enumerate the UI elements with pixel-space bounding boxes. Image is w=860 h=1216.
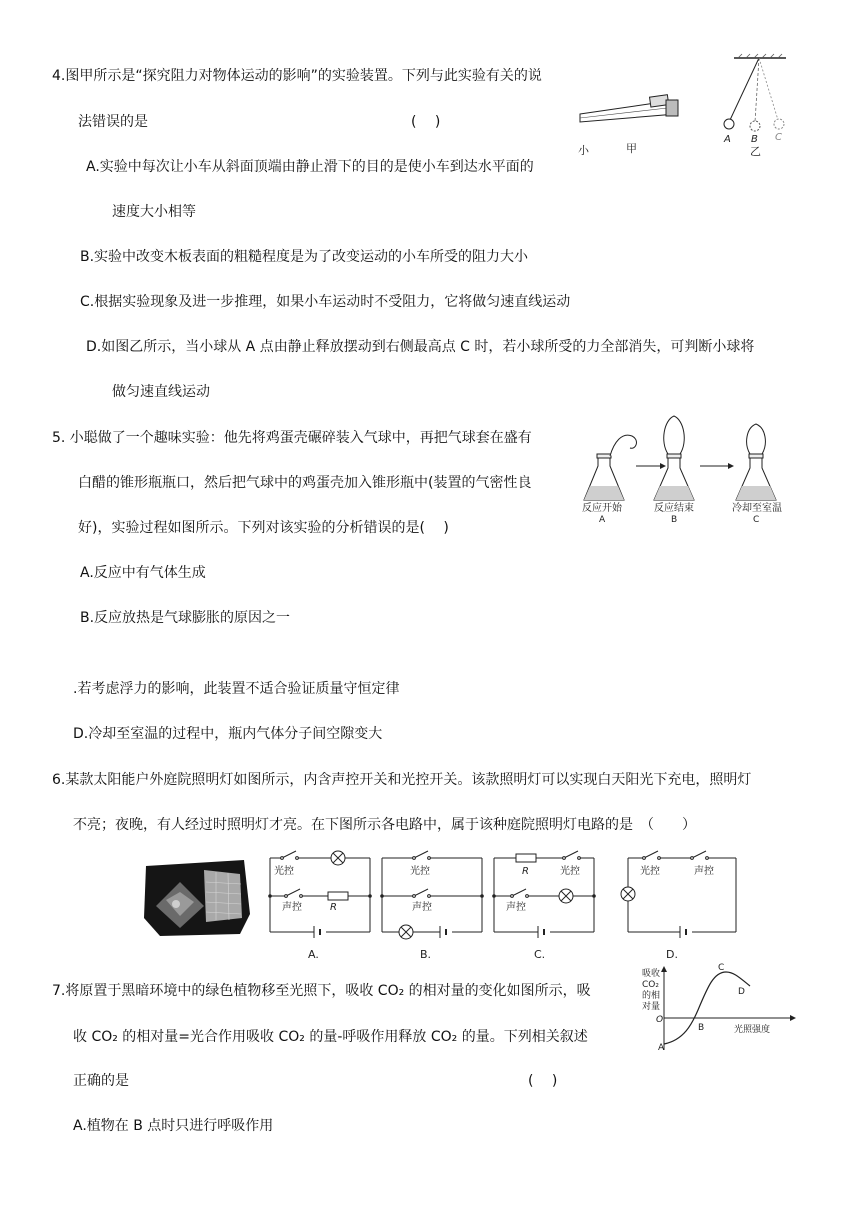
circuit-b <box>378 846 490 964</box>
graph-ylabel-2: CO₂ <box>642 980 659 990</box>
circuit-c-label: C. <box>534 948 546 961</box>
q5-stem-line1: 5. 小聪做了一个趣味实验：他先将鸡蛋壳碾碎装入气球中，再把气球套在盛有 <box>52 430 532 446</box>
q5-fig-b-letter: B <box>671 515 678 525</box>
circuit-b-light-switch: 光控 <box>410 866 430 877</box>
q5-fig-a-letter: A <box>599 515 606 525</box>
q5-fig-c-caption: 冷却至室温 <box>732 503 782 514</box>
q6-stem-line2: 不亮；夜晚，有人经过时照明灯才亮。在下图所示各电路中，属于该种庭院照明灯电路的是 （ ） <box>73 817 696 833</box>
q4-option-c: C.根据实验现象及进一步推理，如果小车运动时不受阻力，它将做匀速直线运动 <box>80 294 571 310</box>
q6-stem-line1: 6.某款太阳能户外庭院照明灯如图所示，内含声控开关和光控开关。该款照明灯可以实现白天阳光下充电，照明灯 <box>52 772 752 788</box>
q7-option-a: A.植物在 B 点时只进行呼吸作用 <box>73 1118 274 1134</box>
graph-ylabel-4: 对量 <box>642 1002 661 1012</box>
q4-figure-jia <box>578 88 688 160</box>
q4-ball-a: A <box>724 134 731 145</box>
q4-option-d-line2: 做匀速直线运动 <box>112 384 210 400</box>
graph-origin: O <box>656 1015 664 1025</box>
flask-b <box>654 416 694 500</box>
circuit-d <box>614 846 744 964</box>
q4-option-d-line1: D.如图乙所示，当小球从 A 点由静止释放摆动到右侧最高点 C 时，若小球所受的力全部消失，可判断小球将 <box>86 339 755 355</box>
q4-stem-line2: 法错误的是 <box>78 114 148 130</box>
q4-fig-label-yi: 乙 <box>750 145 761 158</box>
circuit-c <box>490 846 602 964</box>
circuit-a <box>266 846 378 964</box>
q4-ball-c: C <box>775 132 782 143</box>
flask-c <box>736 424 776 500</box>
flask-a <box>584 435 636 500</box>
circuit-c-resistor: R <box>522 866 529 877</box>
circuit-b-label: B. <box>420 948 432 961</box>
q5-stem-line2: 白醋的锥形瓶瓶口，然后把气球中的鸡蛋壳加入锥形瓶中(装置的气密性良 <box>78 475 532 491</box>
q5-flask-figure <box>578 414 818 524</box>
circuit-a-sound-switch: 声控 <box>282 902 302 913</box>
q7-stem-line3: 正确的是 <box>73 1073 129 1089</box>
circuit-d-sound-switch: 声控 <box>694 866 714 877</box>
q5-option-a: A.反应中有气体生成 <box>80 565 206 581</box>
solar-lamp-image <box>140 856 252 938</box>
q7-stem-line1: 7.将原置于黑暗环境中的绿色植物移至光照下，吸收 CO₂ 的相对量的变化如图所示，吸 <box>52 983 591 999</box>
circuit-a-resistor: R <box>330 902 337 913</box>
q4-figure-yi <box>716 54 806 158</box>
graph-ylabel-3: 的相 <box>642 991 661 1001</box>
co2-absorption-graph <box>636 964 816 1054</box>
circuit-a-label: A. <box>308 948 319 961</box>
q4-fig-label-small: 小 <box>578 144 589 157</box>
q4-stem-line1: 4.图甲所示是“探究阻力对物体运动的影响”的实验装置。下列与此实验有关的说 <box>52 68 542 84</box>
graph-point-c: C <box>718 963 725 973</box>
circuit-c-sound-switch: 声控 <box>506 902 526 913</box>
q7-stem-line2: 收 CO₂ 的相对量=光合作用吸收 CO₂ 的量-呼吸作用释放 CO₂ 的量。下列相关叙述 <box>73 1029 588 1045</box>
circuit-d-light-switch: 光控 <box>640 866 660 877</box>
q5-fig-b-caption: 反应结束 <box>654 503 694 514</box>
q4-option-a-line2: 速度大小相等 <box>112 204 196 220</box>
graph-xlabel: 光照强度 <box>734 1025 771 1035</box>
graph-point-d: D <box>738 987 745 997</box>
graph-ylabel-1: 吸收 <box>642 969 661 979</box>
q5-stem-line3: 好)，实验过程如图所示。下列对该实验的分析错误的是( ) <box>78 520 449 536</box>
q4-option-b: B.实验中改变木板表面的粗糙程度是为了改变运动的小车所受的阻力大小 <box>80 249 529 265</box>
circuit-d-label: D. <box>666 948 678 961</box>
q5-option-d: D.冷却至室温的过程中，瓶内气体分子间空隙变大 <box>73 726 383 742</box>
q5-fig-c-letter: C <box>753 515 760 525</box>
circuit-a-light-switch: 光控 <box>274 866 294 877</box>
q4-option-a-line1: A.实验中每次让小车从斜面顶端由静止滑下的目的是使小车到达水平面的 <box>86 159 534 175</box>
circuit-c-light-switch: 光控 <box>560 866 580 877</box>
q5-fig-a-caption: 反应开始 <box>582 503 622 514</box>
q4-answer-paren: ( ) <box>411 114 441 130</box>
graph-point-b: B <box>698 1023 705 1033</box>
q4-fig-label-jia: 甲 <box>626 142 637 155</box>
q7-answer-paren: ( ) <box>528 1073 558 1089</box>
circuit-b-sound-switch: 声控 <box>412 902 432 913</box>
graph-point-a: A <box>658 1043 665 1053</box>
q5-option-b: B.反应放热是气球膨胀的原因之一 <box>80 610 291 626</box>
q4-ball-b: B <box>751 134 758 145</box>
q5-option-c: .若考虑浮力的影响，此装置不适合验证质量守恒定律 <box>73 681 400 697</box>
